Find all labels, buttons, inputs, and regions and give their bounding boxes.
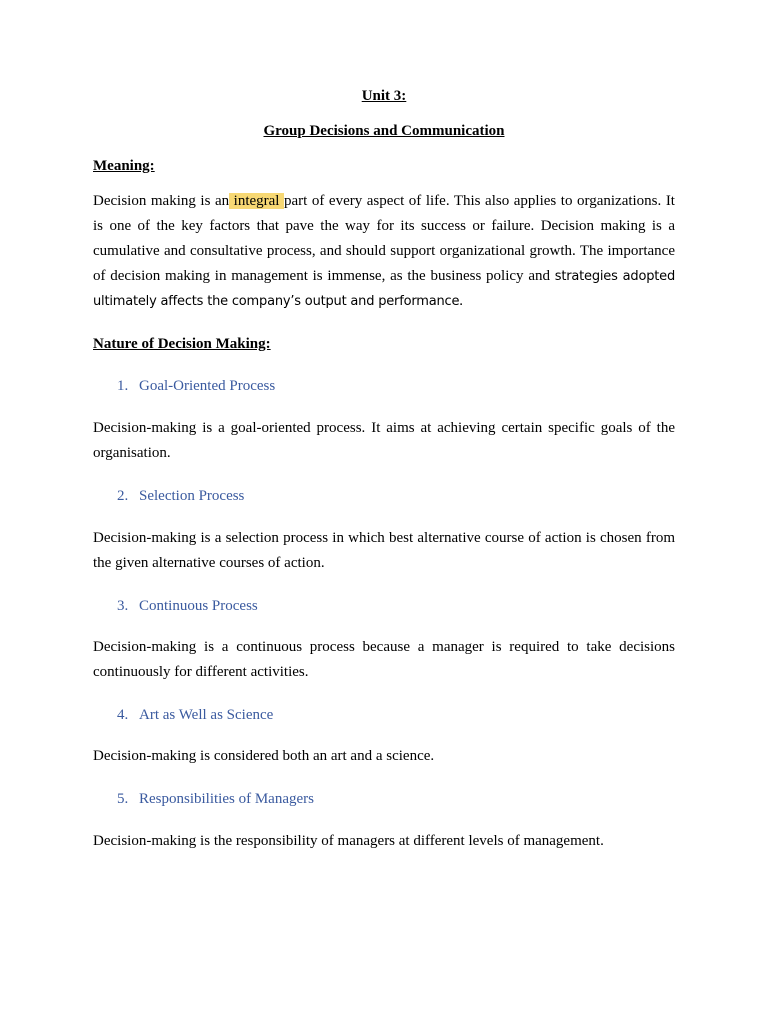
meaning-text-end: . [459,293,464,309]
nature-list-item [117,596,258,616]
meaning-text-middle: part of every aspect of life. This also applies to organizations. It is one of the key factors that pave the way for its success or failure. Decision making is a cumulative and consultative process, and should support organizational growth. The importance of decision making in management is immense, as the business policy and [93,193,675,284]
nature-description: Decision-making is considered both an art and a science. [93,748,435,764]
meaning-text-alt-font: strategies adopted ultimately affects the company’s output and performance [93,269,676,309]
nature-description: Decision-making is a selection process in which best alternative course of action is chosen from the given alternative courses of action. [93,530,675,571]
list-number: 5. [117,791,129,807]
meaning-text-start: Decision making is an [93,193,230,209]
unit-title: Unit 3: [361,88,407,104]
document-title: Group Decisions and Communication [263,123,505,139]
nature-list-item [117,376,275,396]
nature-list-item [117,705,273,725]
highlighted-word: integral [229,193,285,209]
nature-list-item [117,486,244,506]
nature-list-item [117,789,314,809]
list-item-title: Responsibilities of Managers [139,791,314,807]
nature-description: Decision-making is the responsibility of managers at different levels of management. [93,833,604,849]
list-item-title: Selection Process [139,488,245,504]
meaning-paragraph [93,189,675,314]
nature-heading: Nature of Decision Making: [93,336,271,352]
nature-description: Decision-making is a continuous process because a manager is required to take decisions continuously for different activities. [93,639,675,680]
list-number: 1. [117,378,129,394]
nature-description: Decision-making is a goal-oriented process. It aims at achieving certain specific goals of the organisation. [93,420,675,461]
list-item-title: Continuous Process [139,598,258,614]
list-item-title: Goal-Oriented Process [139,378,276,394]
list-number: 4. [117,707,129,723]
list-item-title: Art as Well as Science [139,707,274,723]
meaning-heading: Meaning: [93,158,155,174]
list-number: 2. [117,488,129,504]
list-number: 3. [117,598,129,614]
